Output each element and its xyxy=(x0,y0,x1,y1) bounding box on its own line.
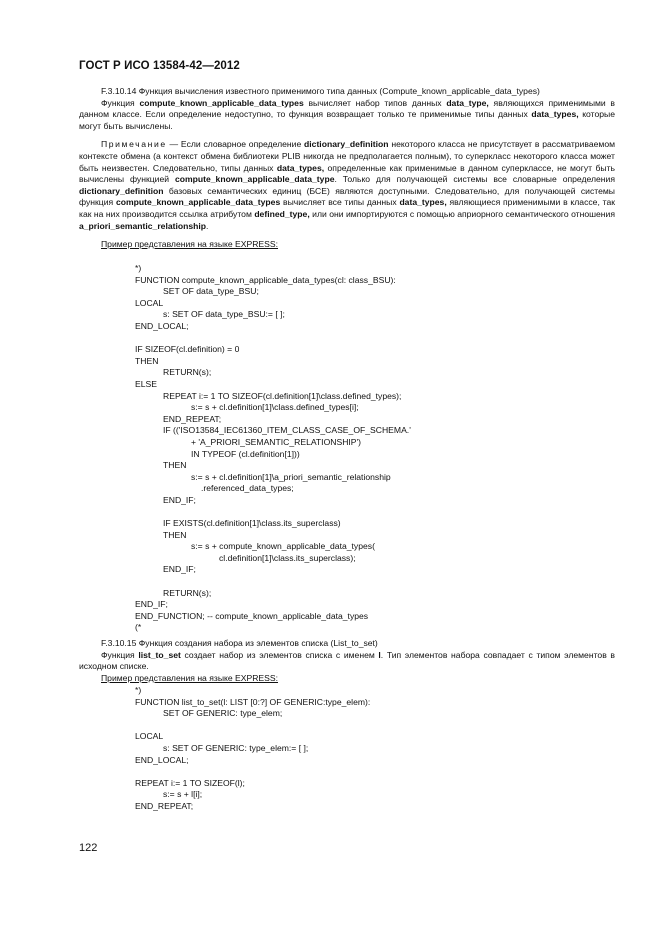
code-line-blank xyxy=(79,333,615,345)
type-name: data_type, xyxy=(446,97,489,108)
section-f31014-text xyxy=(79,86,615,251)
code-line: IF EXISTS(cl.definition[1]\class.its_superclass) xyxy=(163,518,341,529)
code-line: REPEAT i:= 1 TO SIZEOF(cl.definition[1]\class.defined_types); xyxy=(163,390,402,401)
code-line: RETURN(s); xyxy=(163,367,212,378)
function-description: Функция list_to_set создает набор из элементов списка с именем l. Тип элементов набора совпадает с типом элементов в исходном списке. xyxy=(79,649,615,672)
code-line: s:= s + cl.definition[1]\class.defined_types[i]; xyxy=(191,402,359,413)
code-line: s:= s + l[i]; xyxy=(163,789,203,800)
code-line: *) xyxy=(135,685,142,695)
code-line: .referenced_data_types; xyxy=(201,483,294,494)
code-line: RETURN(s); xyxy=(163,587,212,598)
page-number: 122 xyxy=(79,842,98,854)
function-name: list_to_set xyxy=(138,649,181,660)
code-line: END_REPEAT; xyxy=(163,413,222,424)
code-line: FUNCTION compute_known_applicable_data_types(cl: class_BSU): xyxy=(135,274,396,285)
code-line: + 'A_PRIORI_SEMANTIC_RELATIONSHIP') xyxy=(191,436,362,447)
note-paragraph: Примечание — Если словарное определение dictionary_definition некоторого класса не присутствует в рассматриваемом контексте обмена (а контекст обмена библиотеки PLIB никогда не предполагается полным), то суперкласс некоторого класса может быть неизвестен. Следовательно, типы данных data_types, определенные как применимые в данном суперклассе, не могут быть вычислены функцией compute_known_applicable_data_type. Только для получающей системы все словарные определения dictionary_definition базовых семантических единиц (БСЕ) являются доступными. Следовательно, для получающей системы функция compute_known_applicable_data_types вычисляет все типы данных data_types, являющиеся применимыми в классе, так как на них производится ссылка атрибутом defined_type, или они импортируются с помощью априорного семантического отношения a_priori_semantic_relationship. xyxy=(79,139,616,231)
code-line: IN TYPEOF (cl.definition[1])) xyxy=(191,448,300,459)
code-line: END_IF; xyxy=(163,494,196,505)
code-line: END_IF; xyxy=(135,599,168,610)
code-line: THEN xyxy=(163,529,187,540)
code-line: ELSE xyxy=(135,378,157,389)
code-line: IF (('ISO13584_IEC61360_ITEM_CLASS_CASE_OF_SCHEMA.' xyxy=(163,425,411,436)
section-f31015-text xyxy=(79,638,615,684)
example-label: Пример представления на языке EXPRESS: xyxy=(101,672,279,683)
document-header: ГОСТ Р ИСО 13584-42—2012 xyxy=(79,60,240,72)
code-line-blank xyxy=(79,766,615,778)
code-line-blank xyxy=(79,506,615,518)
code-line-blank xyxy=(79,576,615,588)
note-label: Примечание xyxy=(101,139,167,150)
code-line: s:= s + cl.definition[1]\a_priori_semantic_relationship xyxy=(191,471,391,482)
section-heading: F.3.10.15 Функция создания набора из элементов списка (List_to_set) xyxy=(101,638,378,648)
code-line: s:= s + compute_known_applicable_data_types( xyxy=(191,541,375,552)
code-block-compute-known-applicable-data-types xyxy=(79,263,615,634)
code-line: s: SET OF GENERIC: type_elem:= [ ]; xyxy=(163,742,309,753)
code-line: LOCAL xyxy=(135,731,164,742)
parameter-name: l xyxy=(378,649,381,660)
code-line: END_LOCAL; xyxy=(135,320,189,331)
section-heading: F.3.10.14 Функция вычисления известного применимого типа данных (Compute_known_applicable_data_types) xyxy=(101,86,540,96)
code-line: FUNCTION list_to_set(l: LIST [0:?] OF GENERIC:type_elem): xyxy=(135,696,371,707)
code-line: cl.definition[1]\class.its_superclass); xyxy=(219,552,356,563)
example-label: Пример представления на языке EXPRESS: xyxy=(101,239,279,250)
types-name: data_types, xyxy=(531,109,579,120)
code-line: END_IF; xyxy=(163,564,196,575)
code-block-list-to-set xyxy=(79,685,615,813)
code-line: IF SIZEOF(cl.definition) = 0 xyxy=(135,344,240,355)
code-line: (* xyxy=(135,622,142,633)
code-line: REPEAT i:= 1 TO SIZEOF(l); xyxy=(135,777,245,788)
code-line: THEN xyxy=(163,460,187,471)
function-description: Функция compute_known_applicable_data_types вычисляет набор типов данных data_type, являющихся применимыми в данном классе. Если определение недоступно, то функция возвращает только те применимые типы данных data_types, которые могут быть вычислены. xyxy=(79,97,615,131)
code-line: END_REPEAT; xyxy=(135,800,194,811)
code-line: s: SET OF data_type_BSU:= [ ]; xyxy=(163,309,285,320)
code-line: THEN xyxy=(135,355,159,366)
code-line: SET OF data_type_BSU; xyxy=(163,286,259,297)
code-line: END_LOCAL; xyxy=(135,754,189,765)
code-line: SET OF GENERIC: type_elem; xyxy=(163,708,283,719)
code-line: END_FUNCTION; -- compute_known_applicable_data_types xyxy=(135,610,369,621)
code-line: LOCAL xyxy=(135,297,164,308)
code-line: *) xyxy=(135,263,142,273)
code-line-blank xyxy=(79,720,615,732)
function-name: compute_known_applicable_data_types xyxy=(139,97,304,108)
